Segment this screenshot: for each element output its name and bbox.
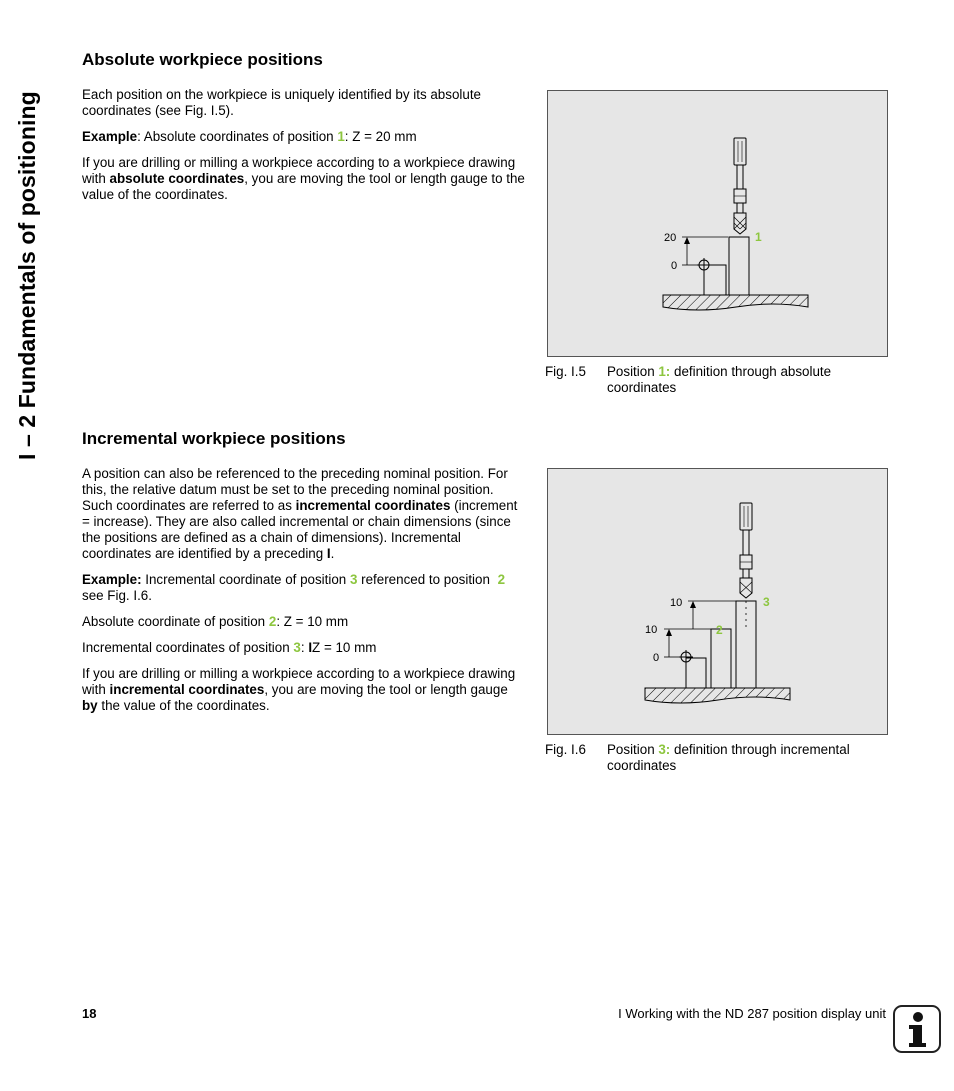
dimension-label-20: 20: [664, 232, 677, 244]
paragraph: Each position on the workpiece is uniquely identified by its absolute coordinates (see Fig. I.5).: [82, 87, 481, 118]
dimension-label-0: 0: [671, 260, 678, 272]
table-base: [645, 688, 790, 703]
position-marker-2: 2: [716, 623, 723, 637]
gauge-tip: [734, 213, 746, 234]
paragraph: Incremental coordinates of position 3: IZ = 10 mm: [82, 640, 377, 655]
info-icon: [893, 1005, 941, 1053]
figure-i6-drawing: [548, 469, 887, 734]
workpiece-block-1: [711, 629, 731, 688]
gauge-head: [740, 503, 752, 530]
table-base: [663, 295, 808, 310]
figure-i6: [547, 468, 888, 735]
section-incremental-body: [82, 466, 527, 724]
gauge-shaft: [743, 530, 749, 555]
workpiece-block-0: [686, 658, 706, 688]
figure-i5-drawing: [548, 91, 887, 356]
section-heading-absolute: Absolute workpiece positions: [82, 50, 323, 69]
paragraph: If you are drilling or milling a workpiece according to a workpiece drawing with absolute coordinates, you are moving the tool or length gauge to the value of the coordinates.: [82, 155, 525, 202]
example-paragraph: Example: Incremental coordinate of position 3 referenced to position 2 see Fig. I.6.: [82, 572, 506, 603]
caption-number: Fig. I.6: [545, 742, 586, 757]
paragraph: A position can also be referenced to the preceding nominal position. For this, the relative datum must be set to the preceding nominal position. Such coordinates are referred to as incremental coordinates (increment = increase). They are also called incremental or chain dimensions (since the positions are defined as a chain of dimensions). Incremental coordinates are identified by a preceding I.: [82, 466, 518, 561]
caption-text: Position 1: definition through absolute coordinates: [607, 364, 832, 395]
page-number: 18: [82, 1006, 97, 1021]
position-marker-1: 1: [755, 230, 762, 244]
dimension-label-0: 0: [653, 652, 660, 664]
position-marker-3: 3: [763, 595, 770, 609]
gauge-head: [734, 138, 746, 165]
dimension-label-10-top: 10: [670, 597, 683, 609]
paragraph: Absolute coordinate of position 2: Z = 10 mm: [82, 614, 349, 629]
section-heading-incremental: Incremental workpiece positions: [82, 429, 346, 448]
example-paragraph: Example: Absolute coordinates of position 1: Z = 20 mm: [82, 129, 417, 144]
footer-chapter-text: I Working with the ND 287 position display unit: [618, 1006, 886, 1021]
gauge-shaft: [737, 165, 743, 189]
caption-number: Fig. I.5: [545, 364, 586, 379]
workpiece-block-0: [704, 265, 726, 295]
gauge-tip: [740, 578, 752, 598]
section-absolute-body: [82, 87, 527, 213]
figure-i5: [547, 90, 888, 357]
dimension-label-10-mid: 10: [645, 624, 658, 636]
caption-text: Position 3: definition through incremental coordinates: [607, 742, 850, 773]
workpiece-block-1: [729, 237, 749, 295]
side-chapter-title: I – 2 Fundamentals of positioning: [14, 91, 40, 460]
paragraph: If you are drilling or milling a workpiece according to a workpiece drawing with incremental coordinates, you are moving the tool or length gauge by the value of the coordinates.: [82, 666, 516, 713]
